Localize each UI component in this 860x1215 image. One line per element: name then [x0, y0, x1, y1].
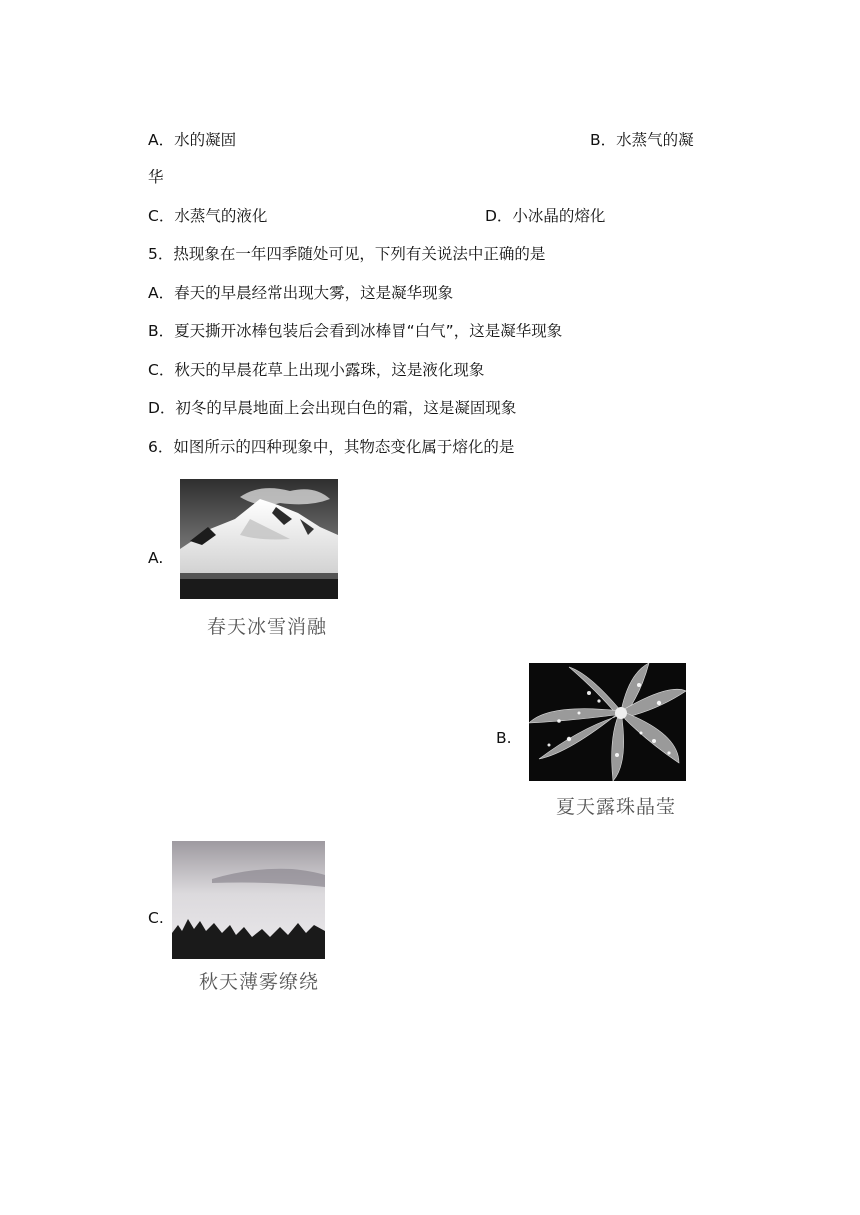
q6-stem: 6．如图所示的四种现象中，其物态变化属于熔化的是 — [148, 438, 515, 456]
q4-option-d: D．小冰晶的熔化 — [485, 207, 606, 225]
dew-flower-image — [529, 663, 686, 781]
q5-option-d: D．初冬的早晨地面上会出现白色的霜，这是凝固现象 — [148, 399, 517, 417]
q6-option-b-letter: B. — [496, 729, 512, 747]
q5-option-a: A．春天的早晨经常出现大雾，这是凝华现象 — [148, 284, 454, 302]
q4-option-c: C．水蒸气的液化 — [148, 207, 268, 225]
q6-option-a-letter: A. — [148, 549, 164, 567]
misty-forest-image — [172, 841, 325, 959]
snow-mountain-image — [180, 479, 338, 599]
q4-option-b: B．水蒸气的凝 — [590, 131, 694, 149]
q6-option-a-caption: 春天冰雪消融 — [207, 616, 328, 638]
q6-option-c-caption: 秋天薄雾缭绕 — [199, 971, 320, 993]
q4-option-b-continued: 华 — [148, 168, 164, 186]
q4-option-a: A．水的凝固 — [148, 131, 237, 149]
q6-option-c-letter: C. — [148, 909, 164, 927]
q5-stem: 5．热现象在一年四季随处可见，下列有关说法中正确的是 — [148, 245, 546, 263]
q5-option-c: C．秋天的早晨花草上出现小露珠，这是液化现象 — [148, 361, 485, 379]
q6-option-b-caption: 夏天露珠晶莹 — [556, 796, 677, 818]
q5-option-b: B．夏天撕开冰棒包装后会看到冰棒冒“白气”，这是凝华现象 — [148, 322, 563, 340]
